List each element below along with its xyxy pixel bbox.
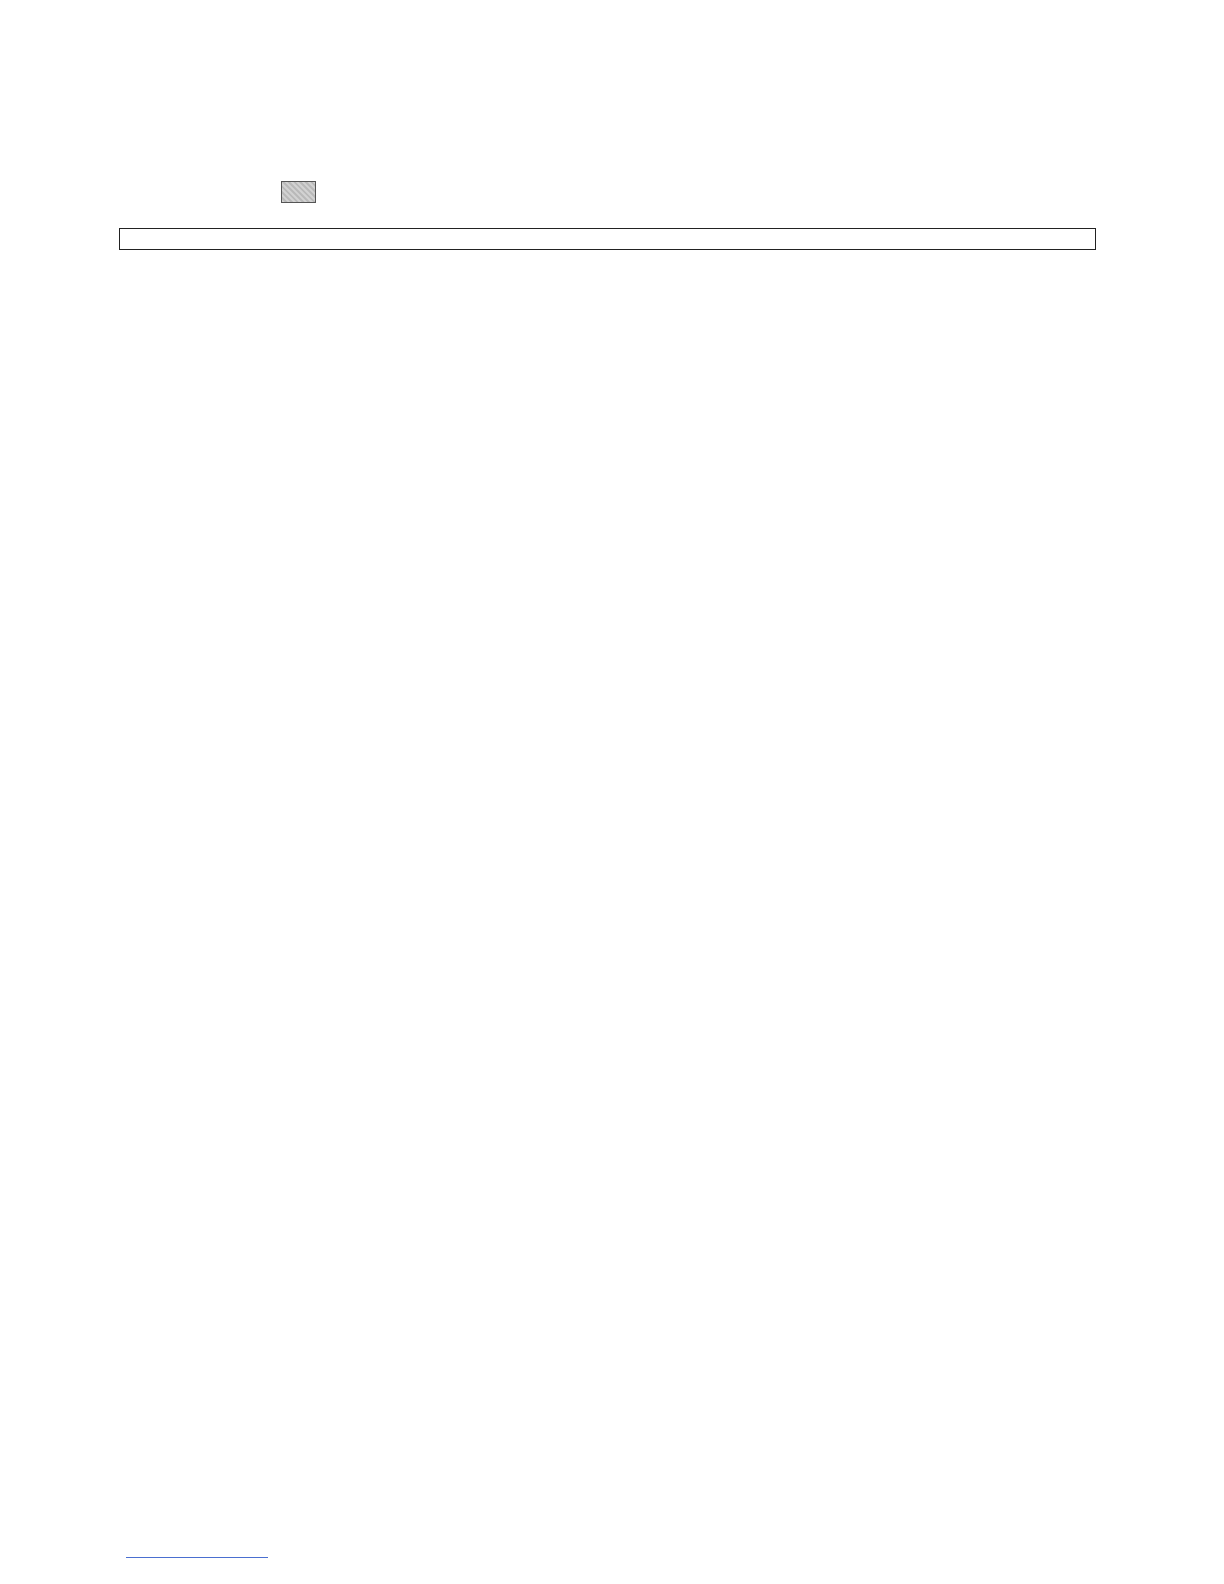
shaded-swatch-icon <box>281 181 316 203</box>
section-title <box>119 228 1096 250</box>
shaded-box-legend <box>281 181 328 203</box>
header-title <box>0 112 1224 141</box>
divider-line <box>126 1557 268 1558</box>
